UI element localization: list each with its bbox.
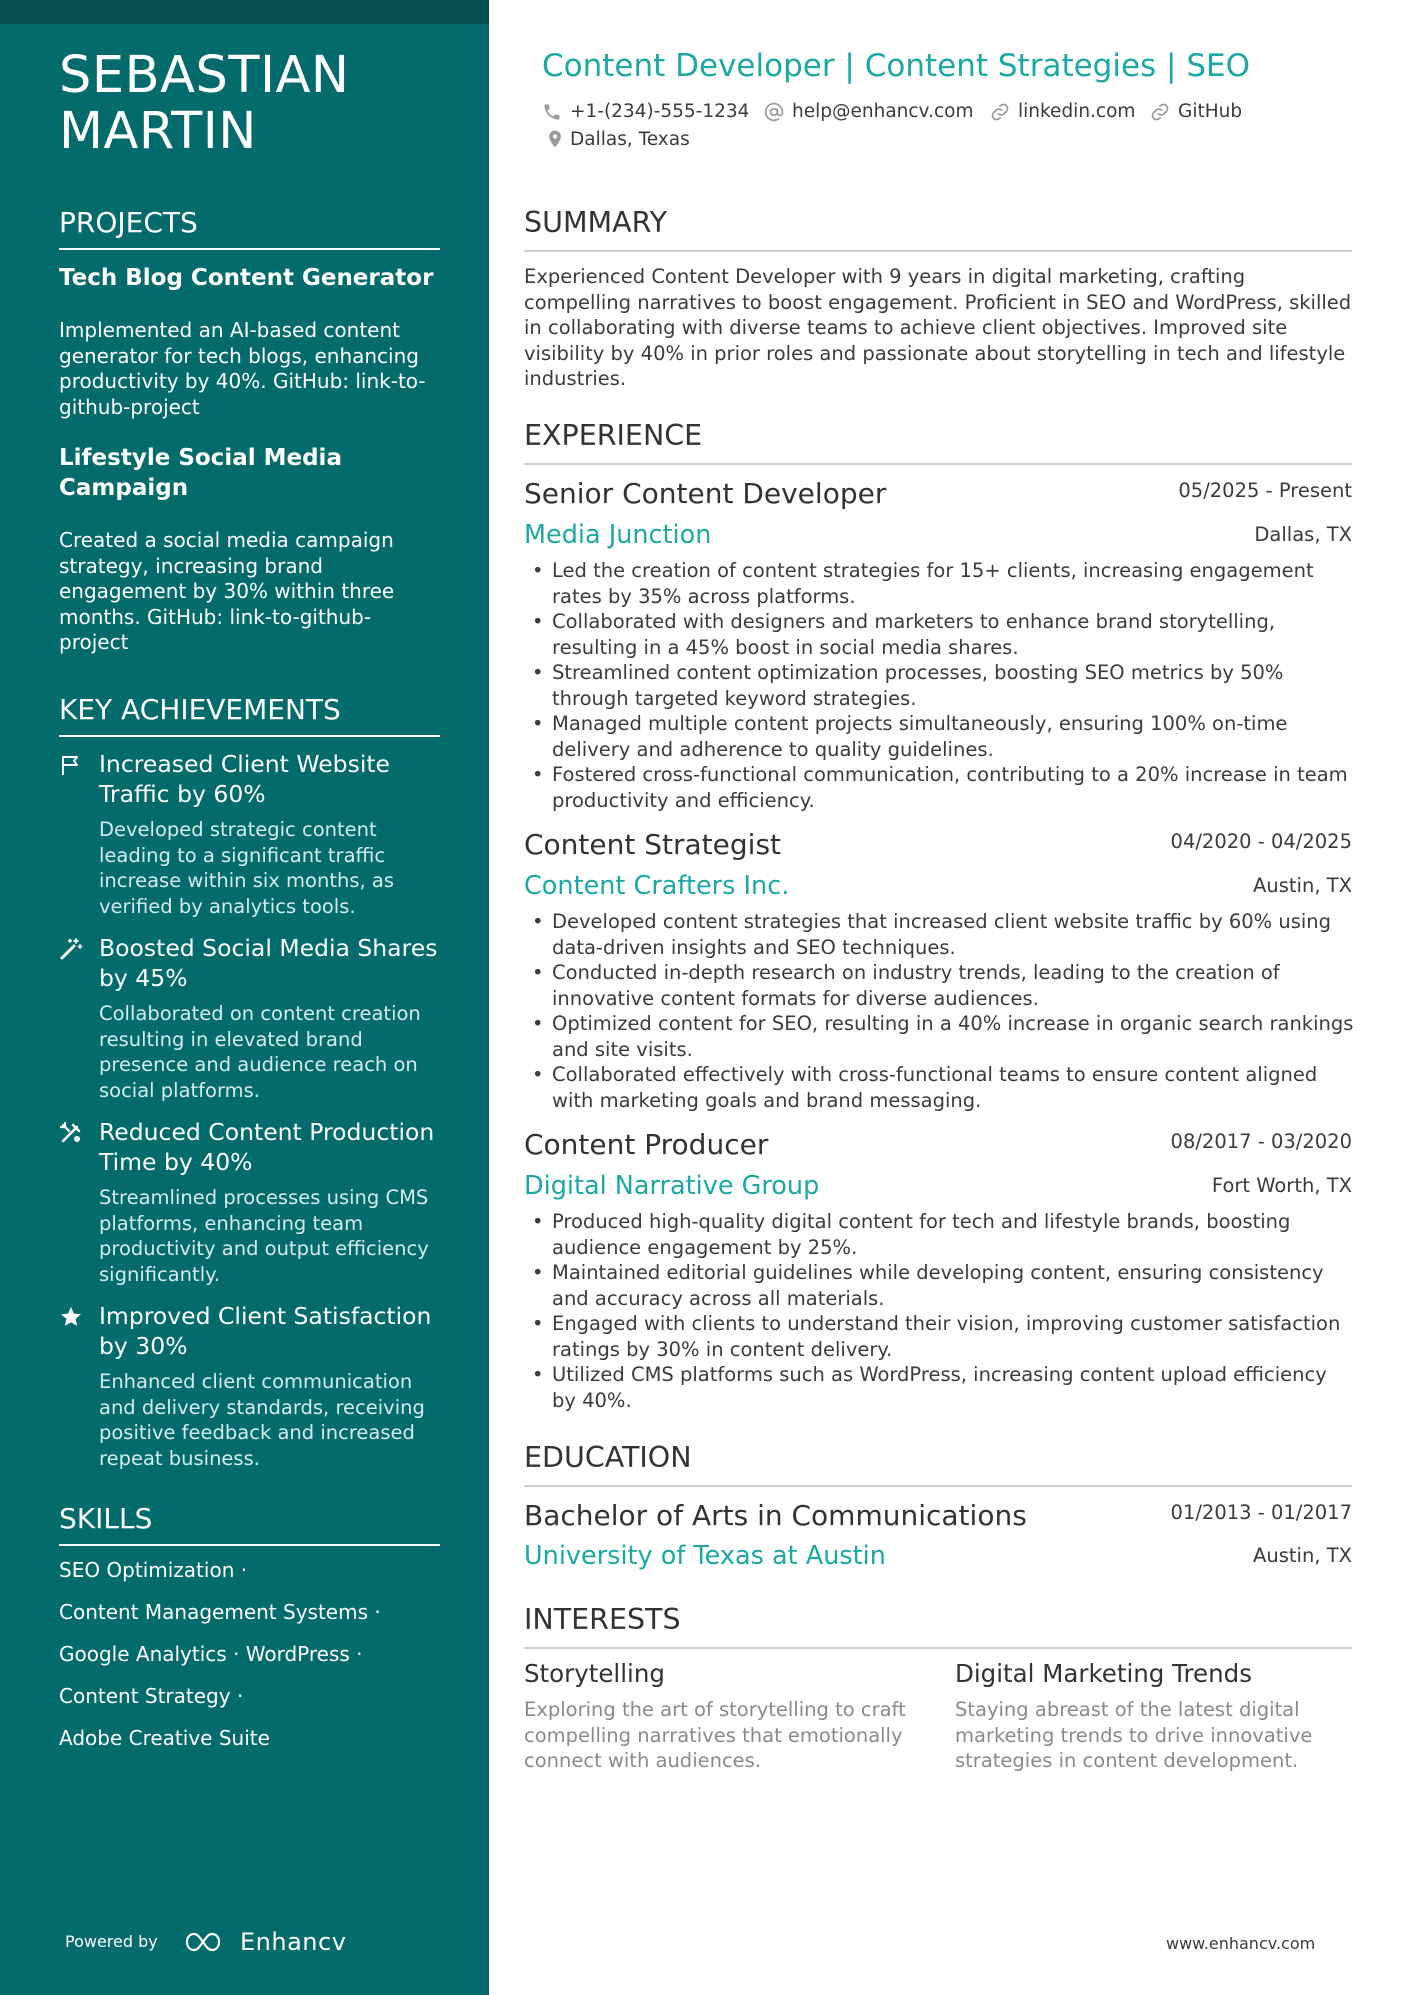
achievement-description: Collaborated on content creation resulting in elevated brand presence and audience reach on social platforms. <box>99 1002 421 1102</box>
job-location: Fort Worth, TX <box>1211 1174 1352 1197</box>
skill-line: Google Analytics · WordPress · <box>59 1642 363 1666</box>
summary-text: Experienced Content Developer with 9 years in digital marketing, crafting compelling narratives to boost engagement. Proficient in SEO and WordPress, skilled in collaborating with diverse teams to achieve client objectives. Improved site visibility by 40% in prior roles and passionate about storytelling in tech and lifestyle industries. <box>524 265 1352 390</box>
skill-line: Content Strategy · <box>59 1684 244 1708</box>
project-title: Tech Blog Content Generator <box>59 265 434 291</box>
projects-heading: PROJECTS <box>59 206 440 250</box>
list-item: • Collaborated with designers and marketers to enhance brand storytelling, resulting in a 45% boost in social media shares. <box>524 609 1356 660</box>
education-dates: 01/2013 - 01/2017 <box>1170 1501 1352 1524</box>
job-company[interactable]: Digital Narrative Group <box>524 1171 820 1201</box>
list-item: • Collaborated effectively with cross-functional teams to ensure content aligned with marketing goals and brand messaging. <box>524 1062 1356 1113</box>
list-item: • Streamlined content optimization processes, boosting SEO metrics by 50% through targeted keyword strategies. <box>524 660 1356 711</box>
name-last: MARTIN <box>59 102 257 161</box>
job-role: Senior Content Developer <box>524 477 887 510</box>
job-dates: 08/2017 - 03/2020 <box>1170 1130 1352 1153</box>
sidebar <box>0 0 489 1995</box>
flag-icon <box>59 753 83 777</box>
footer-url[interactable]: www.enhancv.com <box>1166 1934 1316 1953</box>
list-item: • Fostered cross-functional communication, contributing to a 20% increase in team productivity and efficiency. <box>524 762 1356 813</box>
job-dates: 04/2020 - 04/2025 <box>1170 830 1352 853</box>
job-bullets <box>524 909 1356 1113</box>
job-company[interactable]: Media Junction <box>524 520 712 550</box>
headline: Content Developer | Content Strategies | SEO <box>542 48 1251 84</box>
skill-line: Adobe Creative Suite <box>59 1726 270 1750</box>
enhancv-brand-name[interactable]: Enhancv <box>240 1928 347 1956</box>
interests-heading: INTERESTS <box>524 1603 1352 1649</box>
school-location: Austin, TX <box>1253 1544 1352 1567</box>
job-role: Content Producer <box>524 1128 769 1161</box>
education-heading: EDUCATION <box>524 1441 1352 1487</box>
job-dates: 05/2025 - Present <box>1178 479 1352 502</box>
experience-heading: EXPERIENCE <box>524 419 1352 465</box>
achievement-description: Developed strategic content leading to a significant traffic increase within six months, as verified by analytics tools. <box>99 818 395 918</box>
list-item: • Utilized CMS platforms such as WordPress, increasing content upload efficiency by 40%. <box>524 1362 1356 1413</box>
sidebar-top-band <box>0 0 489 24</box>
list-item: • Optimized content for SEO, resulting in a 40% increase in organic search rankings and site visits. <box>524 1011 1356 1062</box>
skill-line: SEO Optimization · <box>59 1558 248 1582</box>
list-item: • Maintained editorial guidelines while developing content, ensuring consistency and accuracy across all materials. <box>524 1260 1356 1311</box>
project-description: Created a social media campaign strategy, increasing brand engagement by 30% within three months. GitHub: link-to-github-project <box>59 528 395 654</box>
contact-linkedin[interactable]: linkedin.com <box>1018 101 1136 122</box>
list-item: • Produced high-quality digital content for tech and lifestyle brands, boosting audience engagement by 25%. <box>524 1209 1356 1260</box>
location-pin-icon <box>545 129 565 149</box>
job-role: Content Strategist <box>524 828 782 861</box>
achievement-title: Improved Client Satisfaction by 30% <box>99 1302 432 1360</box>
achievement-title: Reduced Content Production Time by 40% <box>99 1118 435 1176</box>
summary-heading: SUMMARY <box>524 206 1352 252</box>
name-first: SEBASTIAN <box>59 46 350 105</box>
contact-github[interactable]: GitHub <box>1178 101 1243 122</box>
contact-location: Dallas, Texas <box>570 129 690 150</box>
achievements-heading: KEY ACHIEVEMENTS <box>59 693 440 737</box>
star-icon <box>59 1305 83 1329</box>
list-item: • Engaged with clients to understand their vision, improving customer satisfaction ratings by 30% in content delivery. <box>524 1311 1356 1362</box>
list-item: • Conducted in-depth research on industry trends, leading to the creation of innovative content formats for diverse audiences. <box>524 960 1356 1011</box>
school-name[interactable]: University of Texas at Austin <box>524 1541 886 1571</box>
phone-icon <box>542 102 562 122</box>
job-bullets <box>524 1209 1356 1413</box>
achievement-description: Enhanced client communication and delivery standards, receiving positive feedback and increased repeat business. <box>99 1370 425 1470</box>
contact-phone[interactable]: +1-(234)-555-1234 <box>570 101 750 122</box>
list-item: • Led the creation of content strategies for 15+ clients, increasing engagement rates by 35% across platforms. <box>524 558 1356 609</box>
job-location: Austin, TX <box>1253 874 1352 897</box>
interest-title: Digital Marketing Trends <box>955 1659 1252 1688</box>
contact-email[interactable]: help@enhancv.com <box>792 101 974 122</box>
interest-title: Storytelling <box>524 1659 665 1688</box>
achievement-description: Streamlined processes using CMS platforms, enhancing team productivity and output efficiency significantly. <box>99 1186 429 1286</box>
achievement-title: Boosted Social Media Shares by 45% <box>99 934 438 992</box>
skills-heading: SKILLS <box>59 1502 440 1546</box>
list-item: • Managed multiple content projects simultaneously, ensuring 100% on-time delivery and adherence to quality guidelines. <box>524 711 1356 762</box>
job-bullets <box>524 558 1356 813</box>
candidate-name <box>59 48 459 160</box>
skill-line: Content Management Systems · <box>59 1600 381 1624</box>
project-description: Implemented an AI-based content generator for tech blogs, enhancing productivity by 40%. GitHub: link-to-github-project <box>59 318 426 419</box>
link-icon <box>990 102 1010 122</box>
list-item: • Developed content strategies that increased client website traffic by 60% using data-driven insights and SEO techniques. <box>524 909 1356 960</box>
powered-by-label: Powered by <box>65 1932 158 1951</box>
magic-wand-icon <box>59 937 83 961</box>
project-title: Lifestyle Social Media Campaign <box>59 445 342 501</box>
tools-icon <box>59 1121 83 1145</box>
interest-description: Staying abreast of the latest digital marketing trends to drive innovative strategies in content development. <box>955 1698 1313 1772</box>
at-sign-icon <box>764 102 784 122</box>
job-company[interactable]: Content Crafters Inc. <box>524 871 790 901</box>
achievement-title: Increased Client Website Traffic by 60% <box>99 750 391 808</box>
job-location: Dallas, TX <box>1254 523 1352 546</box>
degree-title: Bachelor of Arts in Communications <box>524 1499 1027 1532</box>
enhancv-logo-icon <box>183 1928 231 1956</box>
link-icon <box>1150 102 1170 122</box>
interest-description: Exploring the art of storytelling to craft compelling narratives that emotionally connect with audiences. <box>524 1698 906 1772</box>
